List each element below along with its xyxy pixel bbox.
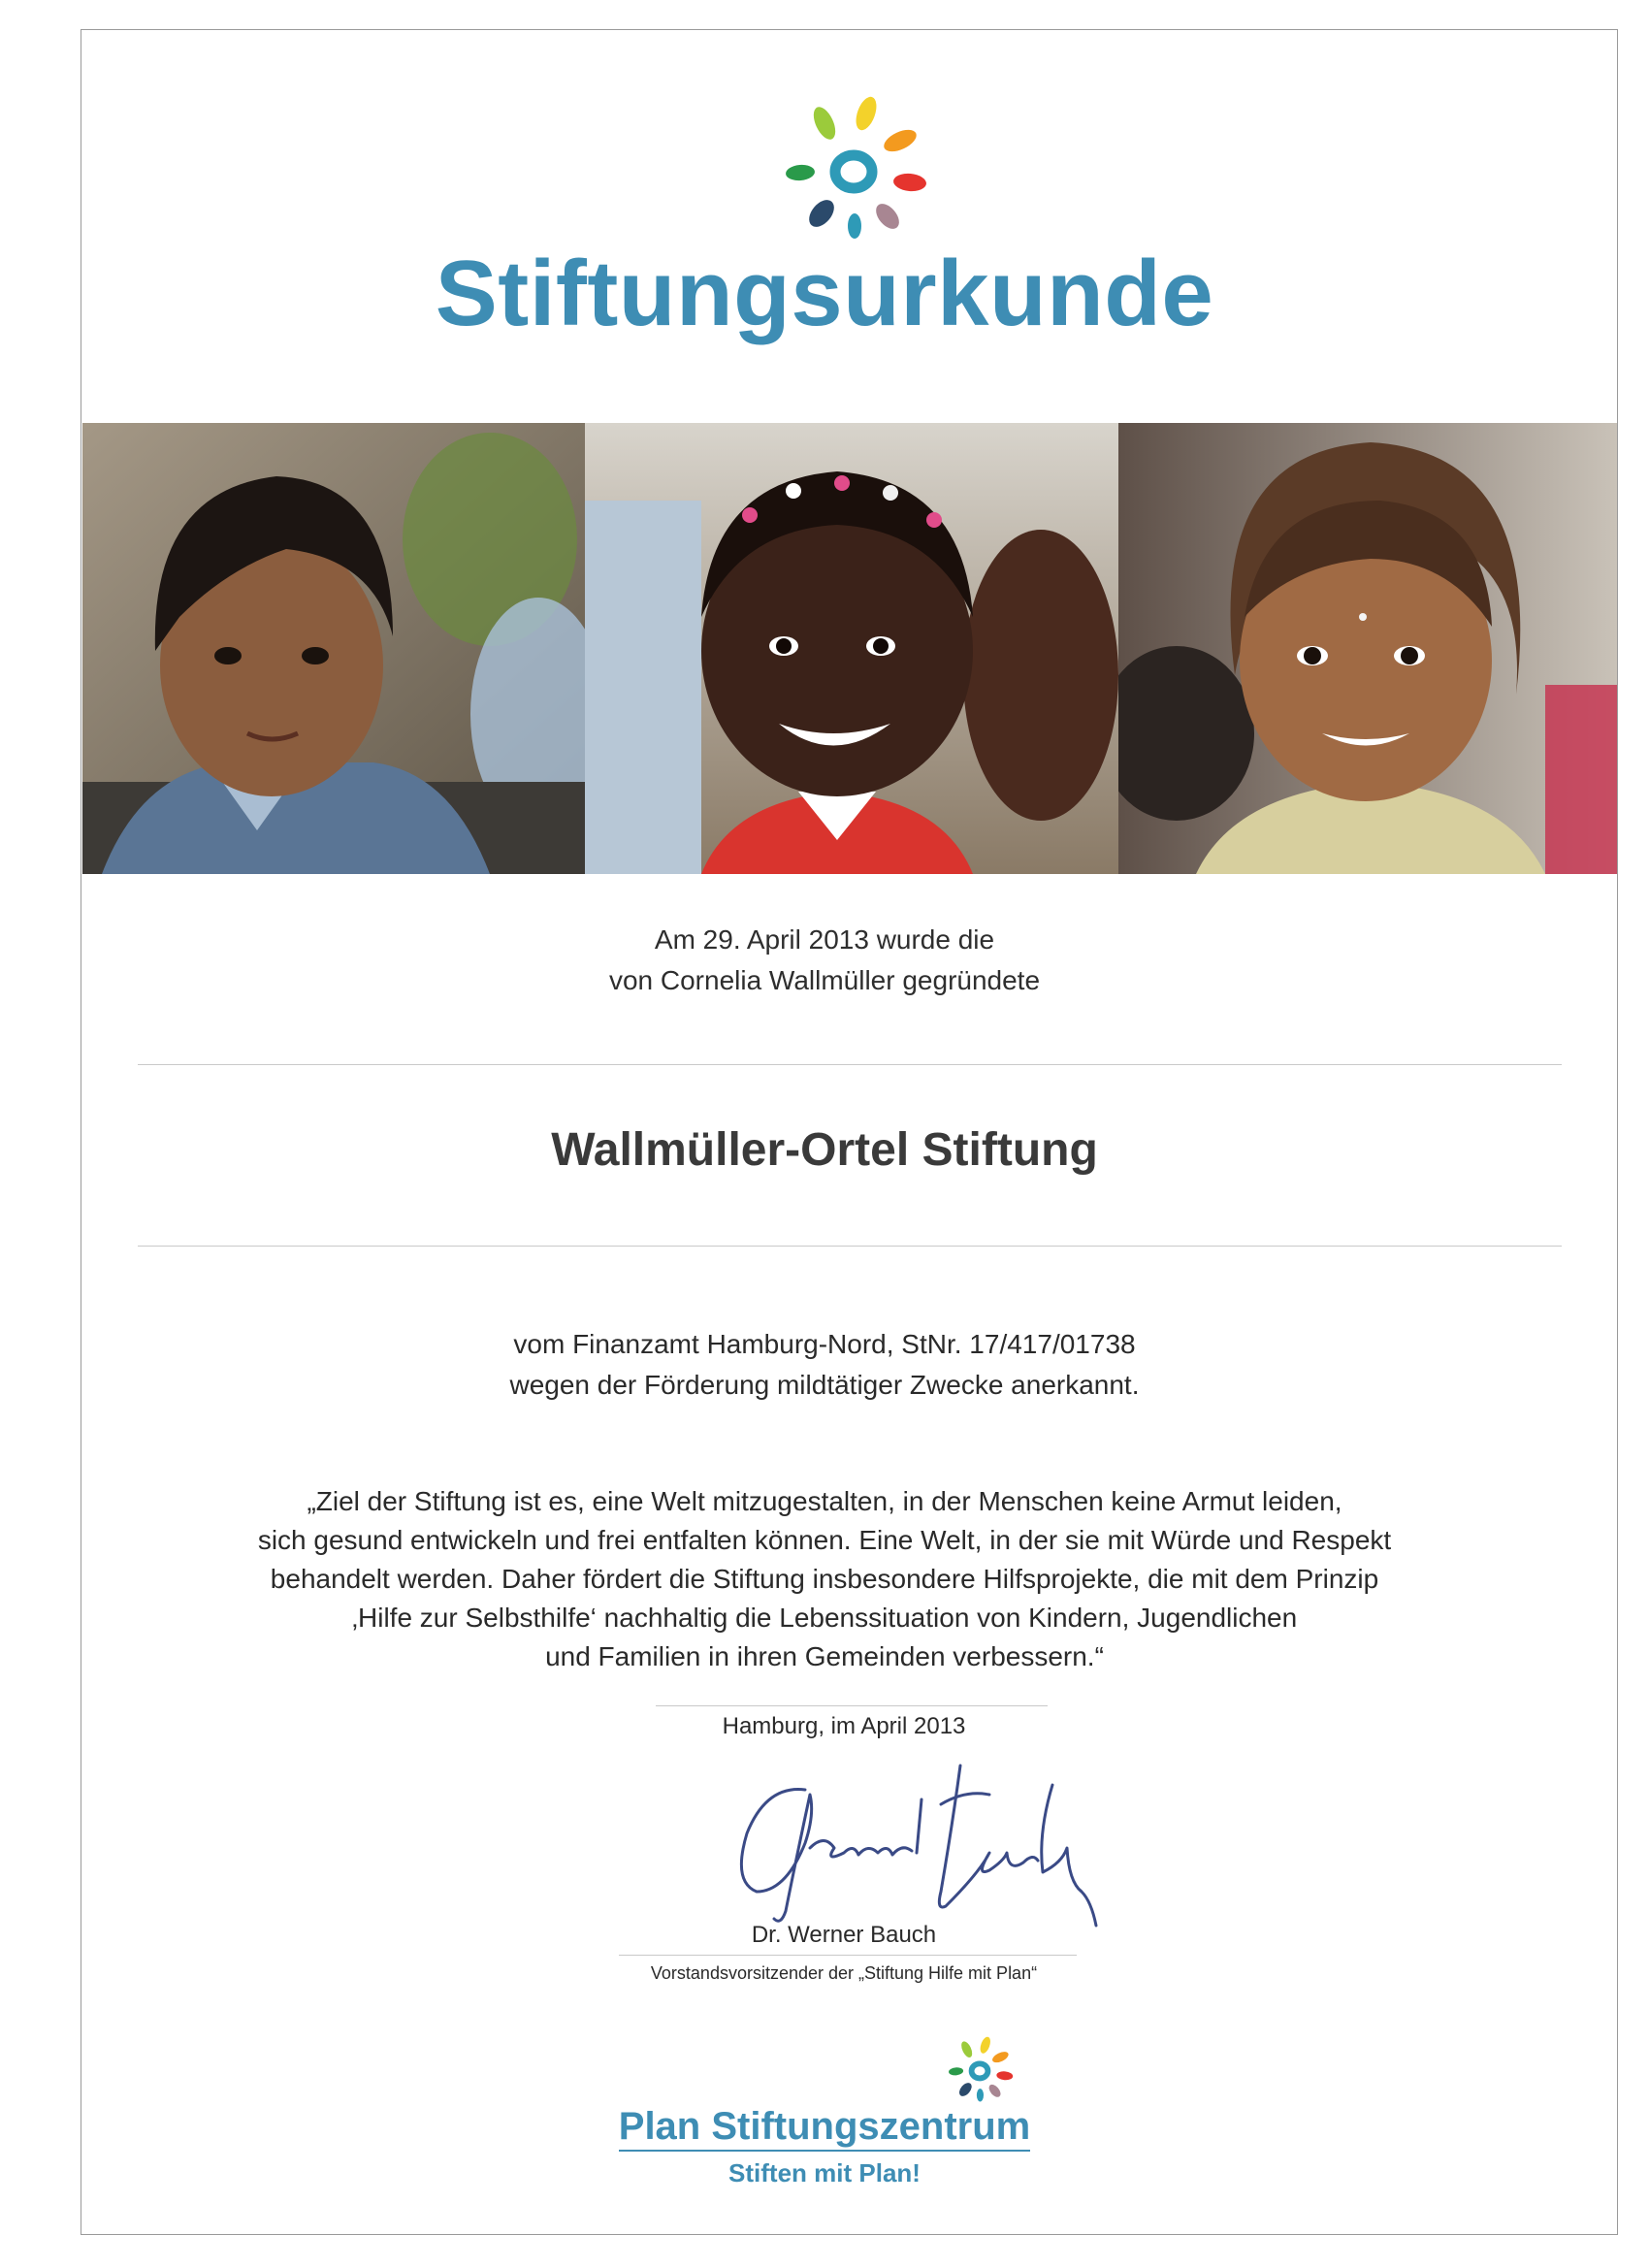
colorful-sun-logo-icon	[941, 2035, 1018, 2105]
certificate-title: Stiftungsurkunde	[435, 242, 1214, 345]
recognition-line: wegen der Förderung mildtätiger Zwecke anerkannt.	[509, 1370, 1140, 1400]
intro-text	[0, 920, 1649, 1001]
quote-line: behandelt werden. Daher fördert die Stiftung insbesondere Hilfsprojekte, die mit dem Prinzip	[270, 1564, 1379, 1594]
photo-girl-center	[585, 423, 1118, 874]
recognition-line: vom Finanzamt Hamburg-Nord, StNr. 17/417/01738	[513, 1329, 1136, 1359]
divider-place	[656, 1705, 1048, 1706]
place-date: Hamburg, im April 2013	[722, 1713, 966, 1739]
divider-bottom	[138, 1246, 1562, 1247]
recognition-text	[0, 1324, 1649, 1406]
quote-line: ‚Hilfe zur Selbsthilfe‘ nachhaltig die Lebenssituation von Kindern, Jugendlichen	[351, 1603, 1298, 1633]
brand-slogan: Stiften mit Plan!	[728, 2158, 921, 2187]
foundation-name: Wallmüller-Ortel Stiftung	[551, 1124, 1098, 1176]
signer-name: Dr. Werner Bauch	[751, 1922, 937, 1948]
mission-quote	[194, 1482, 1455, 1676]
photo-boy	[82, 423, 585, 874]
brand-name-text: Plan Stiftungszentrum	[619, 2105, 1030, 2152]
intro-line: von Cornelia Wallmüller gegründete	[608, 965, 1041, 995]
quote-line: und Familien in ihren Gemeinden verbessern.“	[545, 1641, 1104, 1671]
quote-line: sich gesund entwickeln und frei entfalten können. Eine Welt, in der sie mit Würde und Respekt	[257, 1525, 1392, 1555]
divider-top	[138, 1064, 1562, 1065]
signer-role: Vorstandsvorsitzender der „Stiftung Hilfe mit Plan“	[650, 1963, 1038, 1983]
photo-girl-right	[1118, 423, 1617, 874]
intro-line: Am 29. April 2013 wurde die	[654, 924, 995, 955]
handwritten-signature-icon	[698, 1746, 1106, 1930]
divider-signer	[619, 1955, 1077, 1956]
photo-strip	[82, 423, 1617, 874]
brand-name	[0, 2105, 1649, 2149]
colorful-sun-logo-icon	[766, 92, 941, 247]
quote-line: „Ziel der Stiftung ist es, eine Welt mitzugestalten, in der Menschen keine Armut leiden,	[307, 1486, 1342, 1516]
